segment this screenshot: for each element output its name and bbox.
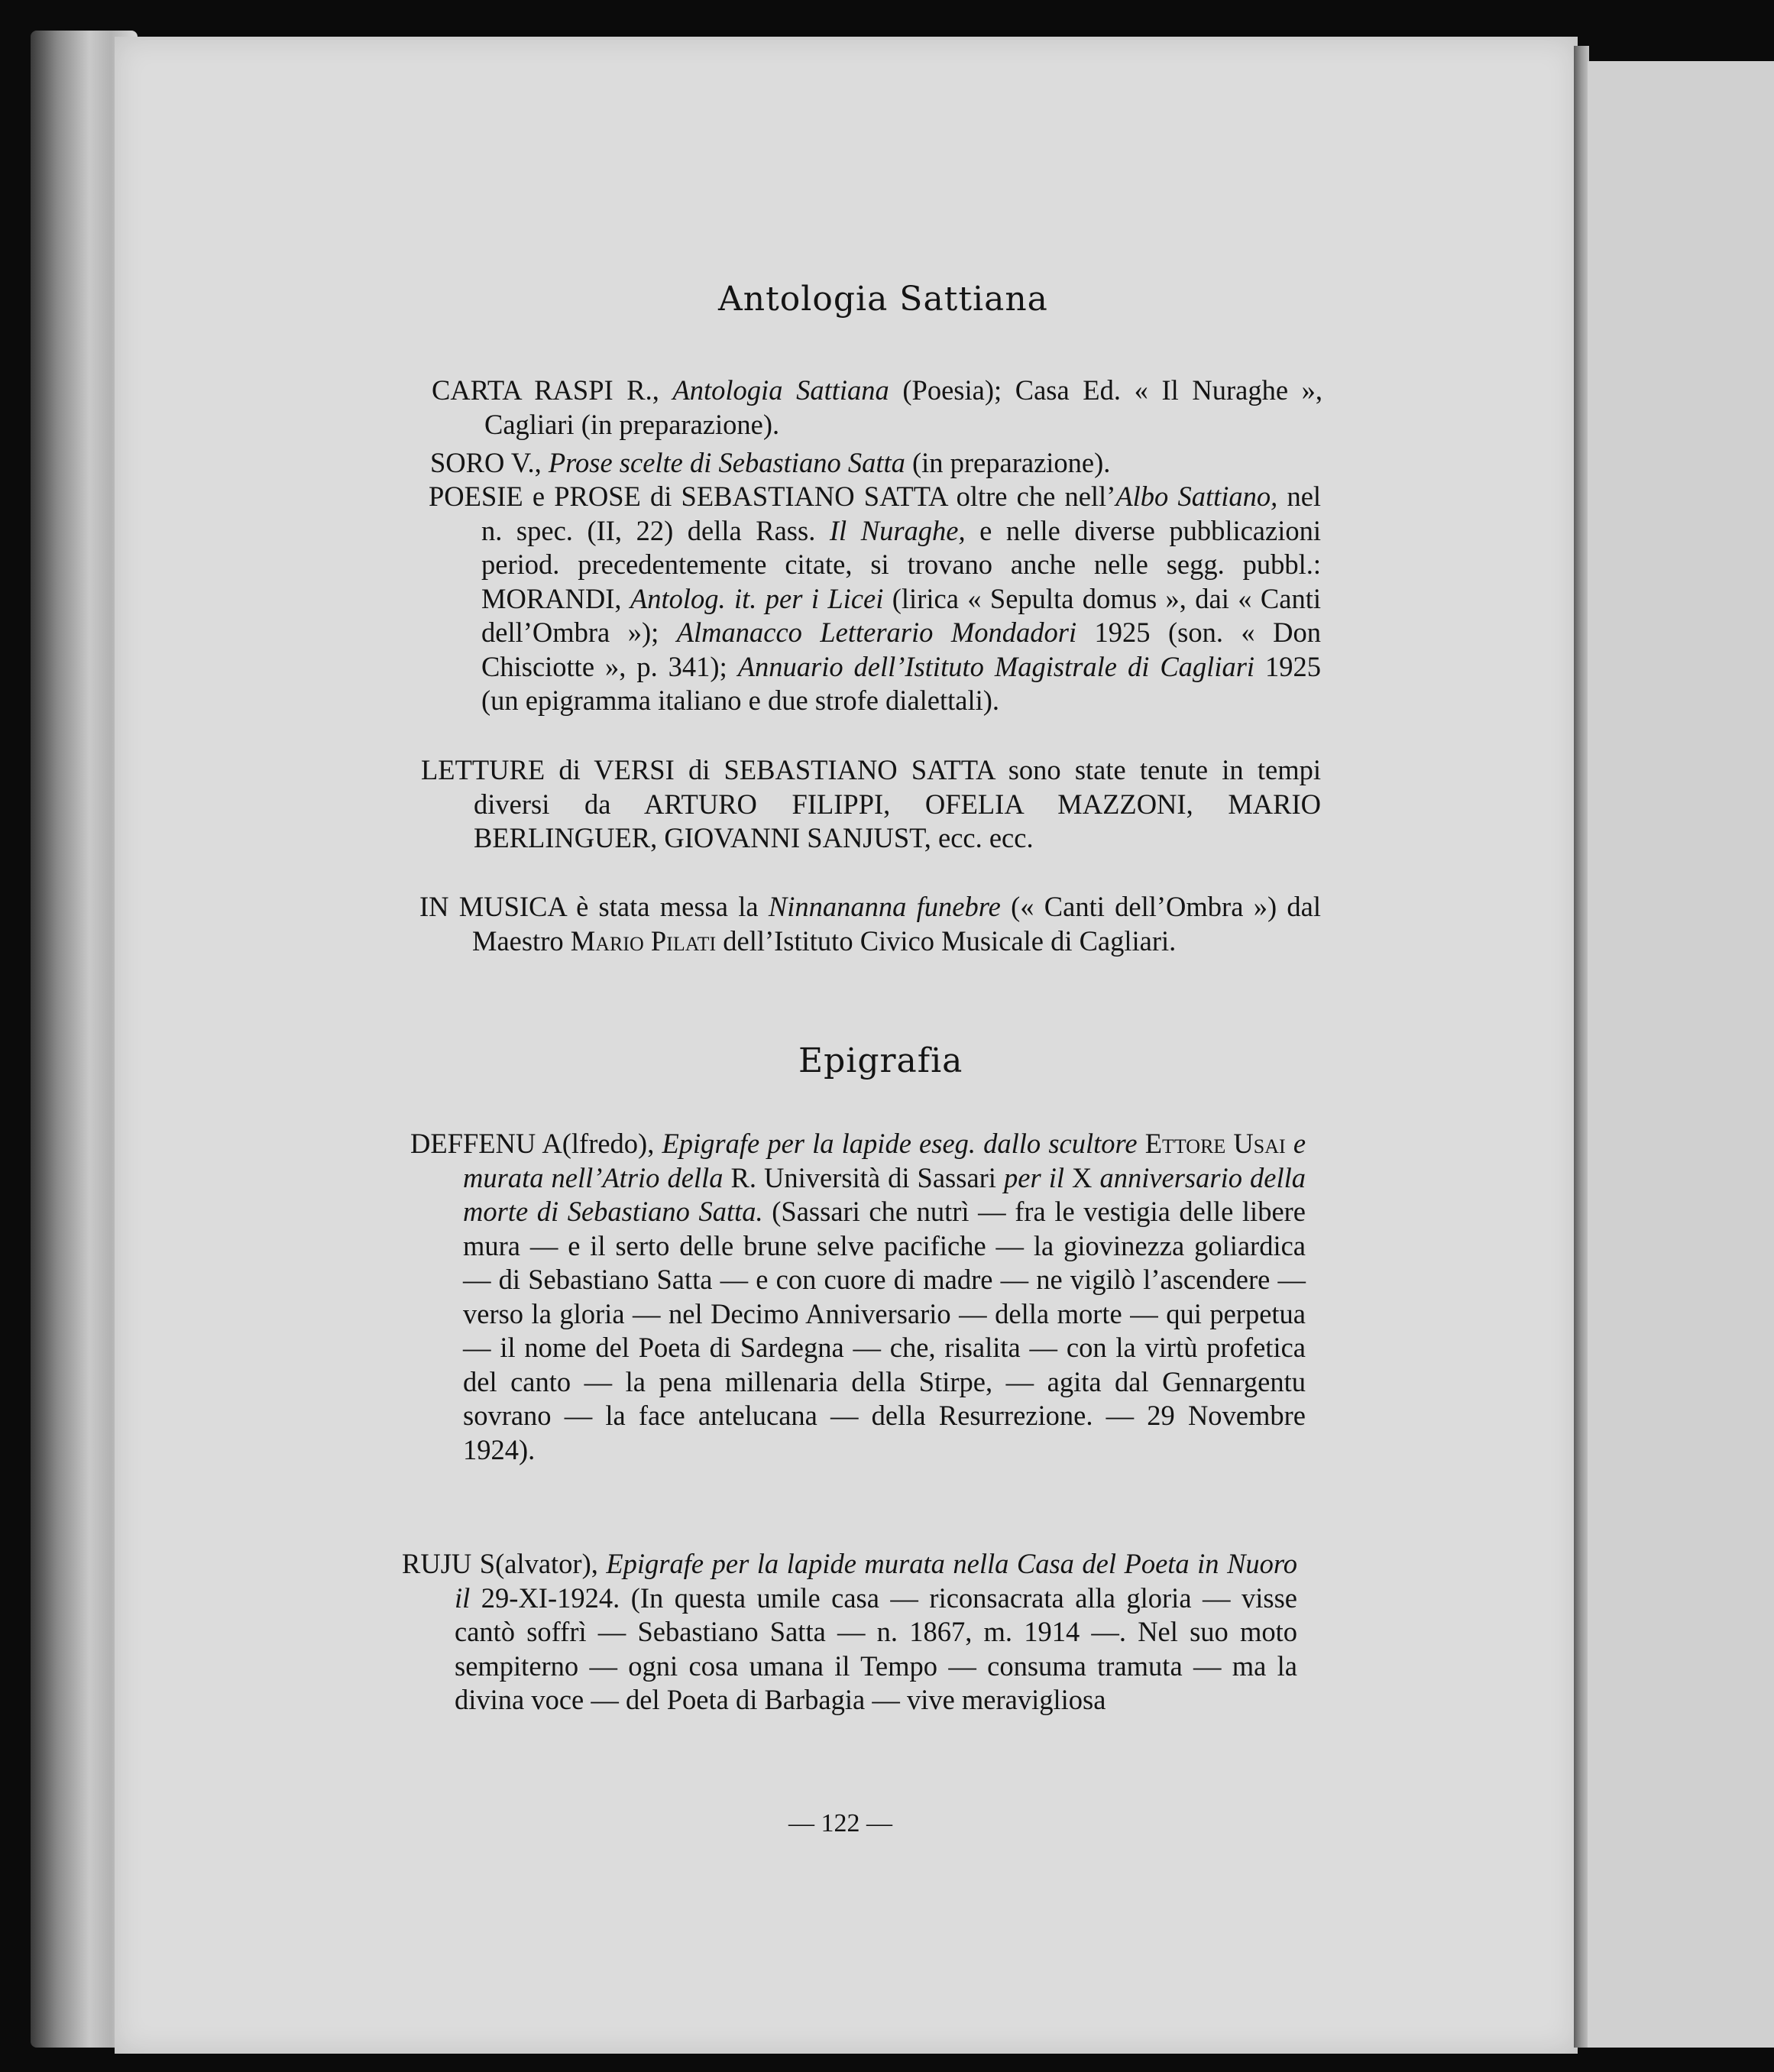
entry-author: IN MUSICA	[419, 891, 566, 922]
entry-title: Epigrafe per la lapide murata nella Casa del Poeta in Nuoro il	[455, 1548, 1298, 1614]
bibliography-entry	[432, 374, 1323, 442]
bibliography-entry	[419, 890, 1321, 958]
entry-author: SORO V.,	[430, 447, 542, 478]
entry-text: e nelle diverse pubblicazioni period. precedentemente citate, si trovano anche nelle segg. pubbl.: MORANDI,	[481, 514, 1321, 614]
bibliography-entry	[430, 446, 1321, 481]
entry-author: DEFFENU A(lfredo),	[410, 1128, 655, 1159]
entry-text: (Sassari che nutrì — fra le vestigia delle libere mura — e il serto delle brune selve pacifiche — la giovinezza goliardica — di Sebastiano Satta — e con cuore di madre — ne vigilò l’ascendere — verso la gloria — nel Decimo Anniversario — della morte — qui perpetua — il nome del Poeta di Sardegna — che, risalita — con la virtù profetica del canto — la pena millenaria della Stirpe, — agita dal Gennargentu sovrano — la face antelucana — della Resurrezione. — 29 Novembre 1924).	[463, 1196, 1306, 1465]
bibliography-entry	[402, 1547, 1298, 1717]
entry-title: e murata nell’Atrio della	[463, 1128, 1306, 1193]
entry-text: nel n. spec. (II, 22) della Rass.	[481, 481, 1322, 546]
entry-text: (« Canti dell’Ombra ») dal Maestro	[472, 891, 1321, 957]
entry-title: anniversario della morte di Sebastiano Satta.	[463, 1161, 1306, 1227]
entry-title: Antologia Sattiana	[672, 374, 889, 406]
entry-text: 1925 (son. « Don Chisciotte », p. 341);	[481, 617, 1321, 682]
entry-text: sono state tenute in tempi diversi da ARTURO FILIPPI, OFELIA MAZZONI, MARIO BERLINGUER, GIOVANNI SANJUST, ecc. ecc.	[474, 754, 1322, 853]
entry-title: Annuario dell’Istituto Magistrale di Cagliari	[737, 650, 1255, 682]
entry-title: Albo Sattiano,	[1115, 481, 1278, 512]
page-number: — 122 —	[788, 1809, 892, 1837]
entry-text: dell’Istituto Civico Musicale di Cagliari.	[723, 924, 1177, 957]
entry-title: Ninnananna funebre	[768, 891, 1001, 922]
entry-text: 29-XI-1924. (In questa umile casa — riconsacrata alla gloria — visse cantò soffrì — Sebastiano Satta — n. 1867, m. 1914 —. Nel suo moto sempiterno — ogni cosa umana il Tempo — consuma tramuta — ma la divina voce — del Poeta di Barbagia — vive meravigliosa	[455, 1582, 1297, 1715]
entry-text: (Poesia); Casa Ed. « Il Nuraghe », Cagliari (in preparazione).	[484, 374, 1323, 440]
bibliography-entry	[429, 480, 1322, 718]
entry-text: è stata messa la	[576, 891, 759, 922]
entry-text: oltre che nell’	[956, 481, 1116, 512]
entry-text: (in preparazione).	[911, 447, 1111, 478]
entry-text: R. Università di Sassari	[730, 1161, 996, 1193]
entry-name: Mario Pilati	[570, 924, 717, 957]
entry-title: per il	[1004, 1161, 1064, 1193]
entry-author: POESIE e PROSE di SEBASTIANO SATTA	[429, 481, 947, 512]
entry-text: (lirica « Sepulta domus », dai « Canti dell’Ombra »);	[481, 582, 1321, 648]
entry-title: Prose scelte di Sebastiano Satta	[548, 447, 905, 478]
entry-author: RUJU S(alvator),	[402, 1548, 598, 1579]
section-title-antologia: Antologia Sattiana	[718, 280, 1048, 319]
entry-author: CARTA RASPI R.,	[432, 374, 659, 406]
section-title-epigrafia: Epigrafia	[798, 1041, 963, 1080]
bibliography-entry	[421, 753, 1322, 856]
entry-title: Il Nuraghe,	[829, 514, 966, 546]
entry-text: X	[1072, 1161, 1093, 1193]
entry-title: Almanacco Letterario Mondadori	[676, 617, 1077, 648]
entry-title: Antolog. it. per i Licei	[630, 582, 884, 614]
entry-author: LETTURE di VERSI di SEBASTIANO SATTA	[421, 754, 995, 785]
entry-title: Epigrafe per la lapide eseg. dallo scultore	[662, 1128, 1138, 1159]
bibliography-entry	[410, 1127, 1306, 1467]
entry-text: 1925 (un epigramma italiano e due strofe dialettali).	[481, 650, 1322, 716]
entry-name: Ettore Usai	[1144, 1128, 1286, 1159]
